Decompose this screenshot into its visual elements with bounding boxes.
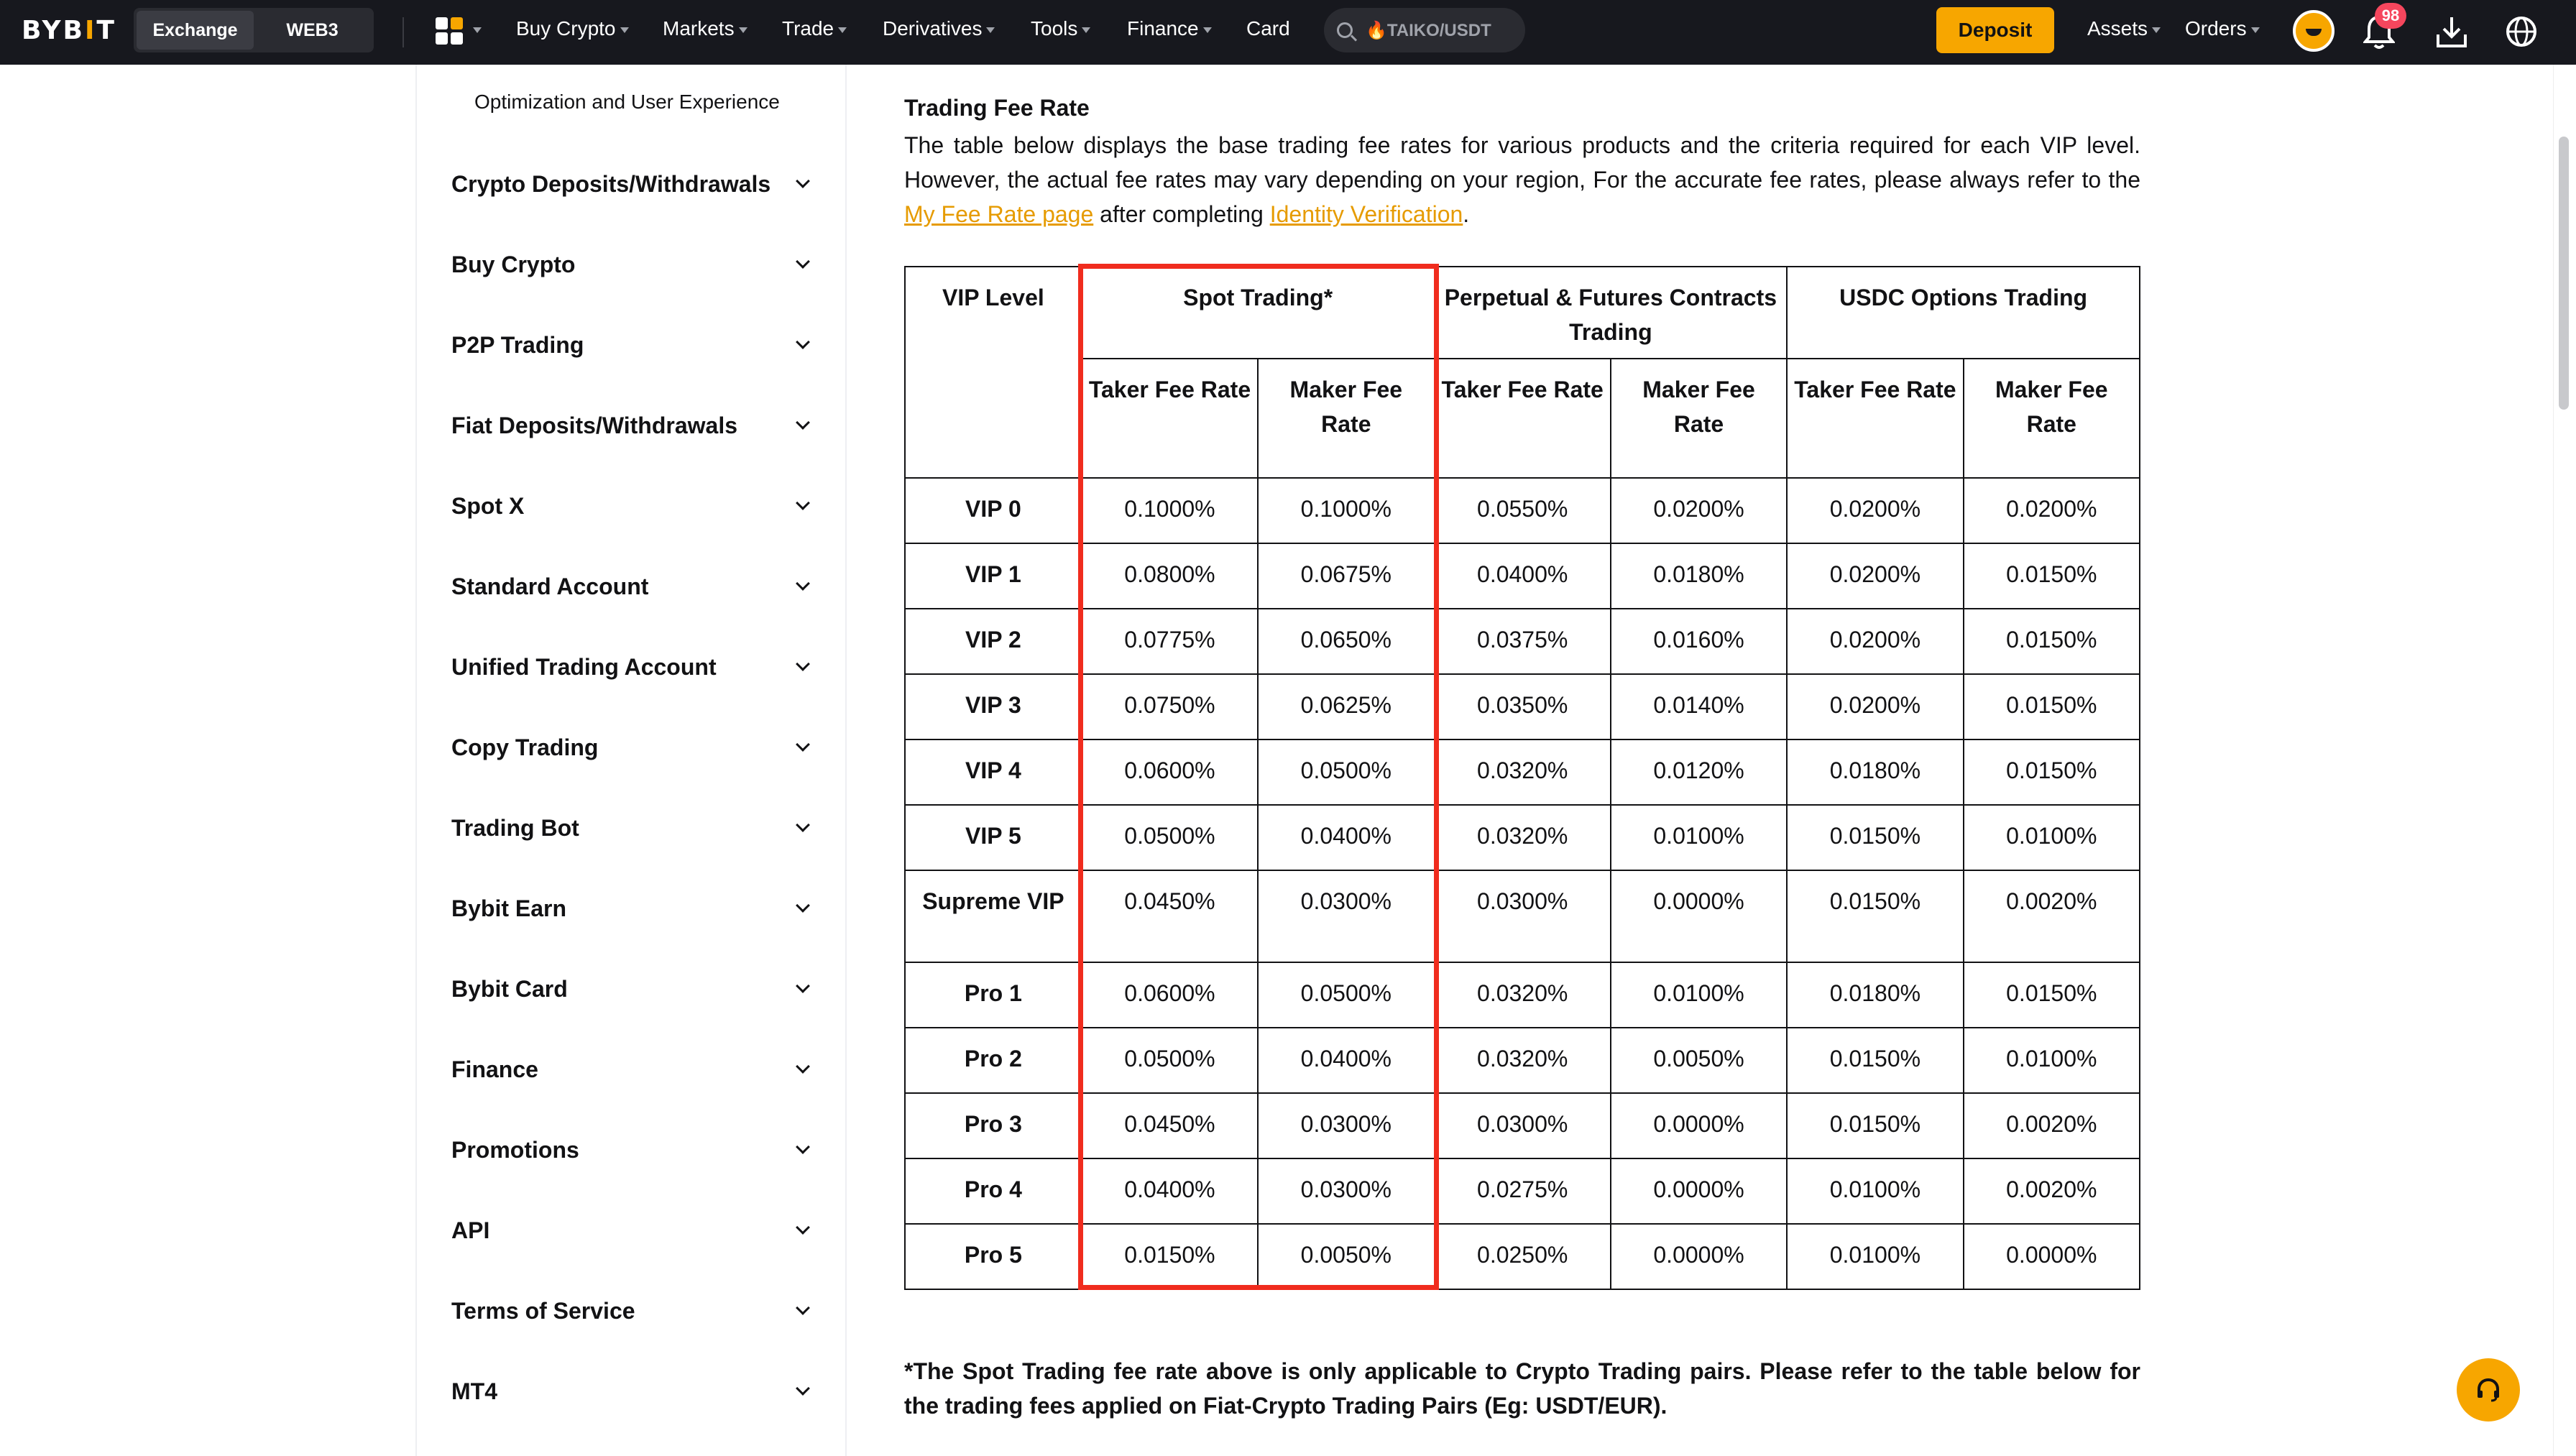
fee-rate-cell: 0.0375% — [1435, 609, 1611, 674]
sidebar-item-fiat-deposits[interactable]: Fiat Deposits/Withdrawals — [451, 404, 815, 447]
subheader-options-maker: Maker Fee Rate — [1964, 359, 2140, 478]
chevron-down-icon — [796, 1381, 810, 1396]
fee-rate-cell: 0.0160% — [1611, 609, 1787, 674]
header-spot-trading: Spot Trading* — [1082, 267, 1435, 359]
download-icon[interactable] — [2435, 14, 2468, 49]
chevron-down-icon — [796, 174, 810, 188]
apps-grid-icon[interactable] — [436, 16, 467, 45]
sidebar-item-crypto-deposits[interactable]: Crypto Deposits/Withdrawals — [451, 162, 815, 206]
fee-rate-cell: 0.0200% — [1787, 543, 1963, 609]
sidebar-item-terms[interactable]: Terms of Service — [451, 1289, 815, 1332]
chevron-down-icon — [739, 27, 748, 33]
header-vip-level: VIP Level — [905, 267, 1082, 478]
vip-level-cell: VIP 5 — [905, 805, 1082, 870]
chevron-down-icon — [796, 657, 810, 671]
sidebar-item-copy-trading[interactable]: Copy Trading — [451, 726, 815, 769]
sidebar-item-bybit-earn[interactable]: Bybit Earn — [451, 887, 815, 930]
fee-rate-cell: 0.0020% — [1964, 870, 2140, 962]
fee-rate-cell: 0.0300% — [1435, 870, 1611, 962]
fee-rate-cell: 0.0275% — [1435, 1158, 1611, 1224]
chevron-down-icon — [796, 898, 810, 913]
chevron-down-icon — [1203, 27, 1212, 33]
vip-level-cell: VIP 4 — [905, 739, 1082, 805]
chevron-down-icon — [796, 818, 810, 832]
sidebar-item-finance[interactable]: Finance — [451, 1048, 815, 1091]
table-row — [905, 478, 2140, 543]
nav-tools[interactable]: Tools — [1031, 17, 1090, 40]
fee-rate-cell: 0.0300% — [1258, 1158, 1434, 1224]
fee-rate-cell: 0.0400% — [1258, 805, 1434, 870]
sidebar-item-bybit-card[interactable]: Bybit Card — [451, 967, 815, 1010]
fee-rate-cell: 0.0450% — [1082, 870, 1258, 962]
subheader-spot-maker: Maker Fee Rate — [1258, 359, 1434, 478]
fee-rate-cell: 0.0150% — [1082, 1224, 1258, 1289]
fee-rate-cell: 0.0150% — [1787, 805, 1963, 870]
table-row — [905, 1028, 2140, 1093]
fee-rate-cell: 0.0140% — [1611, 674, 1787, 739]
fee-rate-cell: 0.0050% — [1258, 1224, 1434, 1289]
fee-rate-cell: 0.0675% — [1258, 543, 1434, 609]
fee-rate-cell: 0.0200% — [1787, 674, 1963, 739]
fee-rate-cell: 0.0320% — [1435, 1028, 1611, 1093]
exchange-web3-switch — [134, 8, 374, 52]
fee-rate-cell: 0.0400% — [1435, 543, 1611, 609]
fee-rate-cell: 0.0500% — [1082, 805, 1258, 870]
vip-level-cell: VIP 2 — [905, 609, 1082, 674]
sidebar-item-spot-x[interactable]: Spot X — [451, 484, 815, 527]
chevron-down-icon — [796, 1301, 810, 1315]
fee-rate-cell: 0.0180% — [1611, 543, 1787, 609]
support-chat-button[interactable] — [2457, 1358, 2520, 1422]
vip-level-cell: Pro 4 — [905, 1158, 1082, 1224]
fee-rate-cell: 0.0200% — [1964, 478, 2140, 543]
fee-rate-cell: 0.0150% — [1787, 1093, 1963, 1158]
fee-rate-cell: 0.0050% — [1611, 1028, 1787, 1093]
my-fee-rate-link[interactable]: My Fee Rate page — [904, 201, 1094, 227]
fee-rate-cell: 0.0150% — [1964, 674, 2140, 739]
subheader-options-taker: Taker Fee Rate — [1787, 359, 1963, 478]
sidebar-item-api[interactable]: API — [451, 1209, 815, 1252]
identity-verification-link[interactable]: Identity Verification — [1269, 201, 1463, 227]
fee-rate-cell: 0.0000% — [1611, 1093, 1787, 1158]
sidebar-item-standard-account[interactable]: Standard Account — [451, 565, 815, 608]
subheader-perp-maker: Maker Fee Rate — [1611, 359, 1787, 478]
header-perpetual-futures: Perpetual & Futures Contracts Trading — [1435, 267, 1788, 359]
chevron-down-icon — [796, 496, 810, 510]
vip-level-cell: VIP 0 — [905, 478, 1082, 543]
table-row — [905, 870, 2140, 962]
fee-rate-cell: 0.0120% — [1611, 739, 1787, 805]
fee-rate-cell: 0.0650% — [1258, 609, 1434, 674]
chevron-down-icon — [796, 1220, 810, 1235]
table-header-row — [905, 267, 2140, 359]
nav-derivatives[interactable]: Derivatives — [883, 17, 995, 40]
fee-rate-cell: 0.0200% — [1787, 609, 1963, 674]
sidebar-item-mt4[interactable]: MT4 — [451, 1370, 815, 1413]
fee-rate-cell: 0.0300% — [1258, 1093, 1434, 1158]
fee-rate-cell: 0.0800% — [1082, 543, 1258, 609]
scrollbar-thumb[interactable] — [2559, 137, 2569, 410]
spot-footnote: *The Spot Trading fee rate above is only applicable to Crypto Trading pairs. Please refer to the table below for the trading fees applied on Fiat-Crypto Trading Pairs (Eg: USDT/EUR). — [904, 1358, 2140, 1419]
table-row — [905, 1093, 2140, 1158]
fee-rate-cell: 0.0000% — [1611, 1224, 1787, 1289]
fee-rate-cell: 0.0320% — [1435, 962, 1611, 1028]
chevron-down-icon — [796, 335, 810, 349]
nav-assets[interactable]: Assets — [2087, 17, 2161, 40]
fee-rate-cell: 0.0180% — [1787, 739, 1963, 805]
fee-rate-cell: 0.0300% — [1435, 1093, 1611, 1158]
fee-rate-cell: 0.0150% — [1964, 962, 2140, 1028]
vip-level-cell: Pro 3 — [905, 1093, 1082, 1158]
chevron-down-icon — [796, 415, 810, 430]
fee-rate-cell: 0.0150% — [1964, 609, 2140, 674]
sidebar-subitem-optimization[interactable]: Optimization and User Experience — [474, 91, 780, 113]
chevron-down-icon — [796, 254, 810, 269]
fee-rate-cell: 0.0100% — [1611, 805, 1787, 870]
sidebar-item-buy-crypto[interactable]: Buy Crypto — [451, 243, 815, 286]
fee-rate-cell: 0.0100% — [1787, 1158, 1963, 1224]
chevron-down-icon — [796, 1059, 810, 1074]
sidebar-item-p2p-trading[interactable]: P2P Trading — [451, 323, 815, 367]
search-icon — [1337, 22, 1353, 38]
fee-rate-cell: 0.0500% — [1258, 962, 1434, 1028]
chevron-down-icon — [620, 27, 629, 33]
nav-trade[interactable]: Trade — [782, 17, 847, 40]
fee-rate-cell: 0.0000% — [1611, 870, 1787, 962]
fee-rate-table — [904, 266, 2140, 1290]
fee-rate-cell: 0.0020% — [1964, 1093, 2140, 1158]
table-subheader-row — [905, 359, 2140, 478]
fee-rate-cell: 0.0600% — [1082, 739, 1258, 805]
fee-rate-cell: 0.0500% — [1082, 1028, 1258, 1093]
chevron-down-icon — [838, 27, 847, 33]
top-navigation — [0, 0, 2576, 65]
fee-rate-cell: 0.0750% — [1082, 674, 1258, 739]
vip-level-cell: Pro 2 — [905, 1028, 1082, 1093]
chevron-down-icon — [1082, 27, 1090, 33]
fee-rate-cell: 0.0000% — [1611, 1158, 1787, 1224]
table-row — [905, 543, 2140, 609]
fee-rate-cell: 0.0400% — [1258, 1028, 1434, 1093]
fee-rate-cell: 0.1000% — [1258, 478, 1434, 543]
vip-level-cell: Pro 1 — [905, 962, 1082, 1028]
chevron-down-icon — [2251, 27, 2260, 33]
fee-rate-cell: 0.0300% — [1258, 870, 1434, 962]
chevron-down-icon — [796, 737, 810, 752]
intro-paragraph: The table below displays the base trading fee rates for various products and the criteria required for each VIP level. However, the actual fee rates may vary depending on your region, For the accurate fee rates, please always refer to the My Fee Rate page after completing Identity Verification. — [904, 132, 2140, 227]
bybit-logo[interactable]: BYBIT — [22, 16, 116, 45]
table-row — [905, 805, 2140, 870]
vip-level-cell: VIP 3 — [905, 674, 1082, 739]
fee-rate-cell: 0.0000% — [1964, 1224, 2140, 1289]
fee-rate-cell: 0.0500% — [1258, 739, 1434, 805]
vip-level-cell: Supreme VIP — [905, 870, 1082, 962]
headset-icon — [2474, 1376, 2503, 1404]
tab-web3[interactable]: WEB3 — [286, 19, 339, 40]
tab-exchange[interactable]: Exchange — [137, 11, 254, 50]
chevron-down-icon — [473, 27, 482, 33]
fee-rate-cell: 0.0100% — [1611, 962, 1787, 1028]
sidebar-item-trading-bot[interactable]: Trading Bot — [451, 806, 815, 849]
nav-divider — [402, 17, 404, 47]
search-value: 🔥TAIKO/USDT — [1366, 20, 1491, 40]
table-row — [905, 1224, 2140, 1289]
table-row — [905, 739, 2140, 805]
fee-rate-cell: 0.0400% — [1082, 1158, 1258, 1224]
fee-table-body — [905, 478, 2140, 1289]
sidebar-item-promotions[interactable]: Promotions — [451, 1128, 815, 1171]
nav-buy-crypto[interactable]: Buy Crypto — [516, 17, 629, 40]
chevron-down-icon — [796, 576, 810, 591]
fee-rate-cell: 0.0150% — [1787, 1028, 1963, 1093]
vip-level-cell: Pro 5 — [905, 1224, 1082, 1289]
header-usdc-options: USDC Options Trading — [1787, 267, 2140, 359]
nav-orders[interactable]: Orders — [2185, 17, 2260, 40]
vip-level-cell: VIP 1 — [905, 543, 1082, 609]
chevron-down-icon — [796, 979, 810, 993]
table-row — [905, 609, 2140, 674]
user-avatar[interactable] — [2293, 10, 2334, 52]
fee-rate-cell: 0.0200% — [1787, 478, 1963, 543]
subheader-perp-taker: Taker Fee Rate — [1435, 359, 1611, 478]
fee-rate-cell: 0.0320% — [1435, 805, 1611, 870]
chevron-down-icon — [986, 27, 995, 33]
fee-rate-cell: 0.0320% — [1435, 739, 1611, 805]
fee-rate-cell: 0.1000% — [1082, 478, 1258, 543]
section-title: Trading Fee Rate — [904, 95, 1090, 121]
table-row — [905, 962, 2140, 1028]
table-row — [905, 1158, 2140, 1224]
globe-icon[interactable] — [2504, 14, 2539, 49]
fee-rate-cell: 0.0550% — [1435, 478, 1611, 543]
fee-rate-cell: 0.0100% — [1964, 1028, 2140, 1093]
nav-markets[interactable]: Markets — [663, 17, 748, 40]
deposit-button[interactable]: Deposit — [1936, 7, 2054, 53]
fee-rate-cell: 0.0625% — [1258, 674, 1434, 739]
help-sidebar — [415, 65, 847, 1456]
fee-rate-cell: 0.0150% — [1964, 739, 2140, 805]
chevron-down-icon — [796, 1140, 810, 1154]
chevron-down-icon — [2152, 27, 2161, 33]
fee-rate-cell: 0.0180% — [1787, 962, 1963, 1028]
fee-rate-cell: 0.0200% — [1611, 478, 1787, 543]
fee-rate-cell: 0.0150% — [1964, 543, 2140, 609]
nav-finance[interactable]: Finance — [1127, 17, 1212, 40]
subheader-spot-taker: Taker Fee Rate — [1082, 359, 1258, 478]
fee-rate-cell: 0.0450% — [1082, 1093, 1258, 1158]
nav-card[interactable]: Card — [1246, 17, 1290, 40]
sidebar-item-unified-trading[interactable]: Unified Trading Account — [451, 645, 815, 688]
fee-rate-cell: 0.0350% — [1435, 674, 1611, 739]
fee-rate-cell: 0.0775% — [1082, 609, 1258, 674]
table-row — [905, 674, 2140, 739]
fee-rate-cell: 0.0020% — [1964, 1158, 2140, 1224]
fee-rate-cell: 0.0150% — [1787, 870, 1963, 962]
fee-rate-cell: 0.0600% — [1082, 962, 1258, 1028]
notification-badge: 98 — [2375, 3, 2406, 29]
market-search[interactable] — [1324, 8, 1525, 52]
fee-rate-cell: 0.0250% — [1435, 1224, 1611, 1289]
fee-rate-cell: 0.0100% — [1964, 805, 2140, 870]
fee-rate-cell: 0.0100% — [1787, 1224, 1963, 1289]
